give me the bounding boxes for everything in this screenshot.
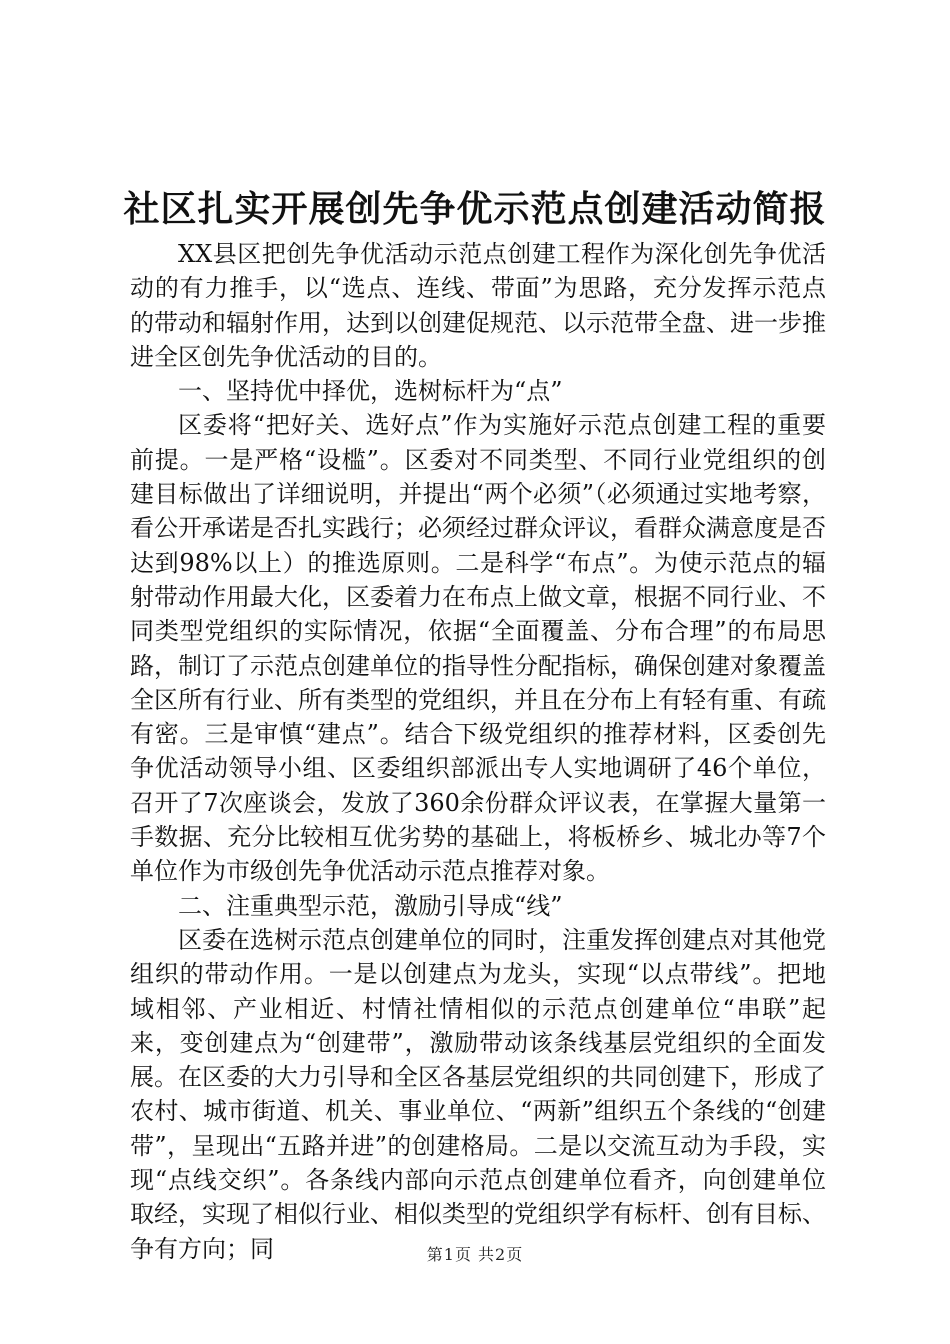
- section-body-1: 区委将“把好关、选好点”作为实施好示范点创建工程的重要前提。一是严格“设槛”。区委对不同类型、不同行业党组织的创建目标做出了详细说明，并提出“两个必须”（必须通过实地考察，看公开承诺是否扎实践行；必须经过群众评议，看群众满意度是否达到98%以上）的推选原则。二是科学“布点”。为使示范点的辐射带动作用最大化，区委着力在布点上做文章，根据不同行业、不同类型党组织的实际情况，依据“全面覆盖、分布合理”的布局思路，制订了示范点创建单位的指导性分配指标，确保创建对象覆盖全区所有行业、所有类型的党组织，并且在分布上有轻有重、有疏有密。三是审慎“建点”。结合下级党组织的推荐材料，区委创先争优活动领导小组、区委组织部派出专人实地调研了46个单位，召开了7次座谈会，发放了360余份群众评议表，在掌握大量第一手数据、充分比较相互优劣势的基础上，将板桥乡、城北办等7个单位作为市级创先争优活动示范点推荐对象。: [130, 411, 826, 886]
- intro-paragraph: XX县区把创先争优活动示范点创建工程作为深化创先争优活动的有力推手，以“选点、连线、带面”为思路，充分发挥示范点的带动和辐射作用，达到以创建促规范、以示范带全盘、进一步推进全区创先争优活动的目的。: [130, 240, 826, 371]
- section-heading-1: 一、坚持优中择优，选树标杆为“点”: [178, 377, 563, 406]
- document-body: [130, 237, 826, 1266]
- section-body-2: 区委在选树示范点创建单位的同时，注重发挥创建点对其他党组织的带动作用。一是以创建点为龙头，实现“以点带线”。把地域相邻、产业相近、村情社情相似的示范点创建单位“串联”起来，变创建点为“创建带”，激励带动该条线基层党组织的全面发展。在区委的大力引导和全区各基层党组织的共同创建下，形成了农村、城市街道、机关、事业单位、“两新”组织五个条线的“创建带”，呈现出“五路并进”的创建格局。二是以交流互动为手段，实现“点线交织”。各条线内部向示范点创建单位看齐，向创建单位取经，实现了相似行业、相似类型的党组织学有标杆、创有目标、争有方向；同: [130, 925, 826, 1263]
- page-footer: 第1页 共2页: [426, 1245, 524, 1264]
- document-title: 社区扎实开展创先争优示范点创建活动简报: [123, 188, 827, 230]
- section-heading-2: 二、注重典型示范，激励引导成“线”: [178, 891, 563, 920]
